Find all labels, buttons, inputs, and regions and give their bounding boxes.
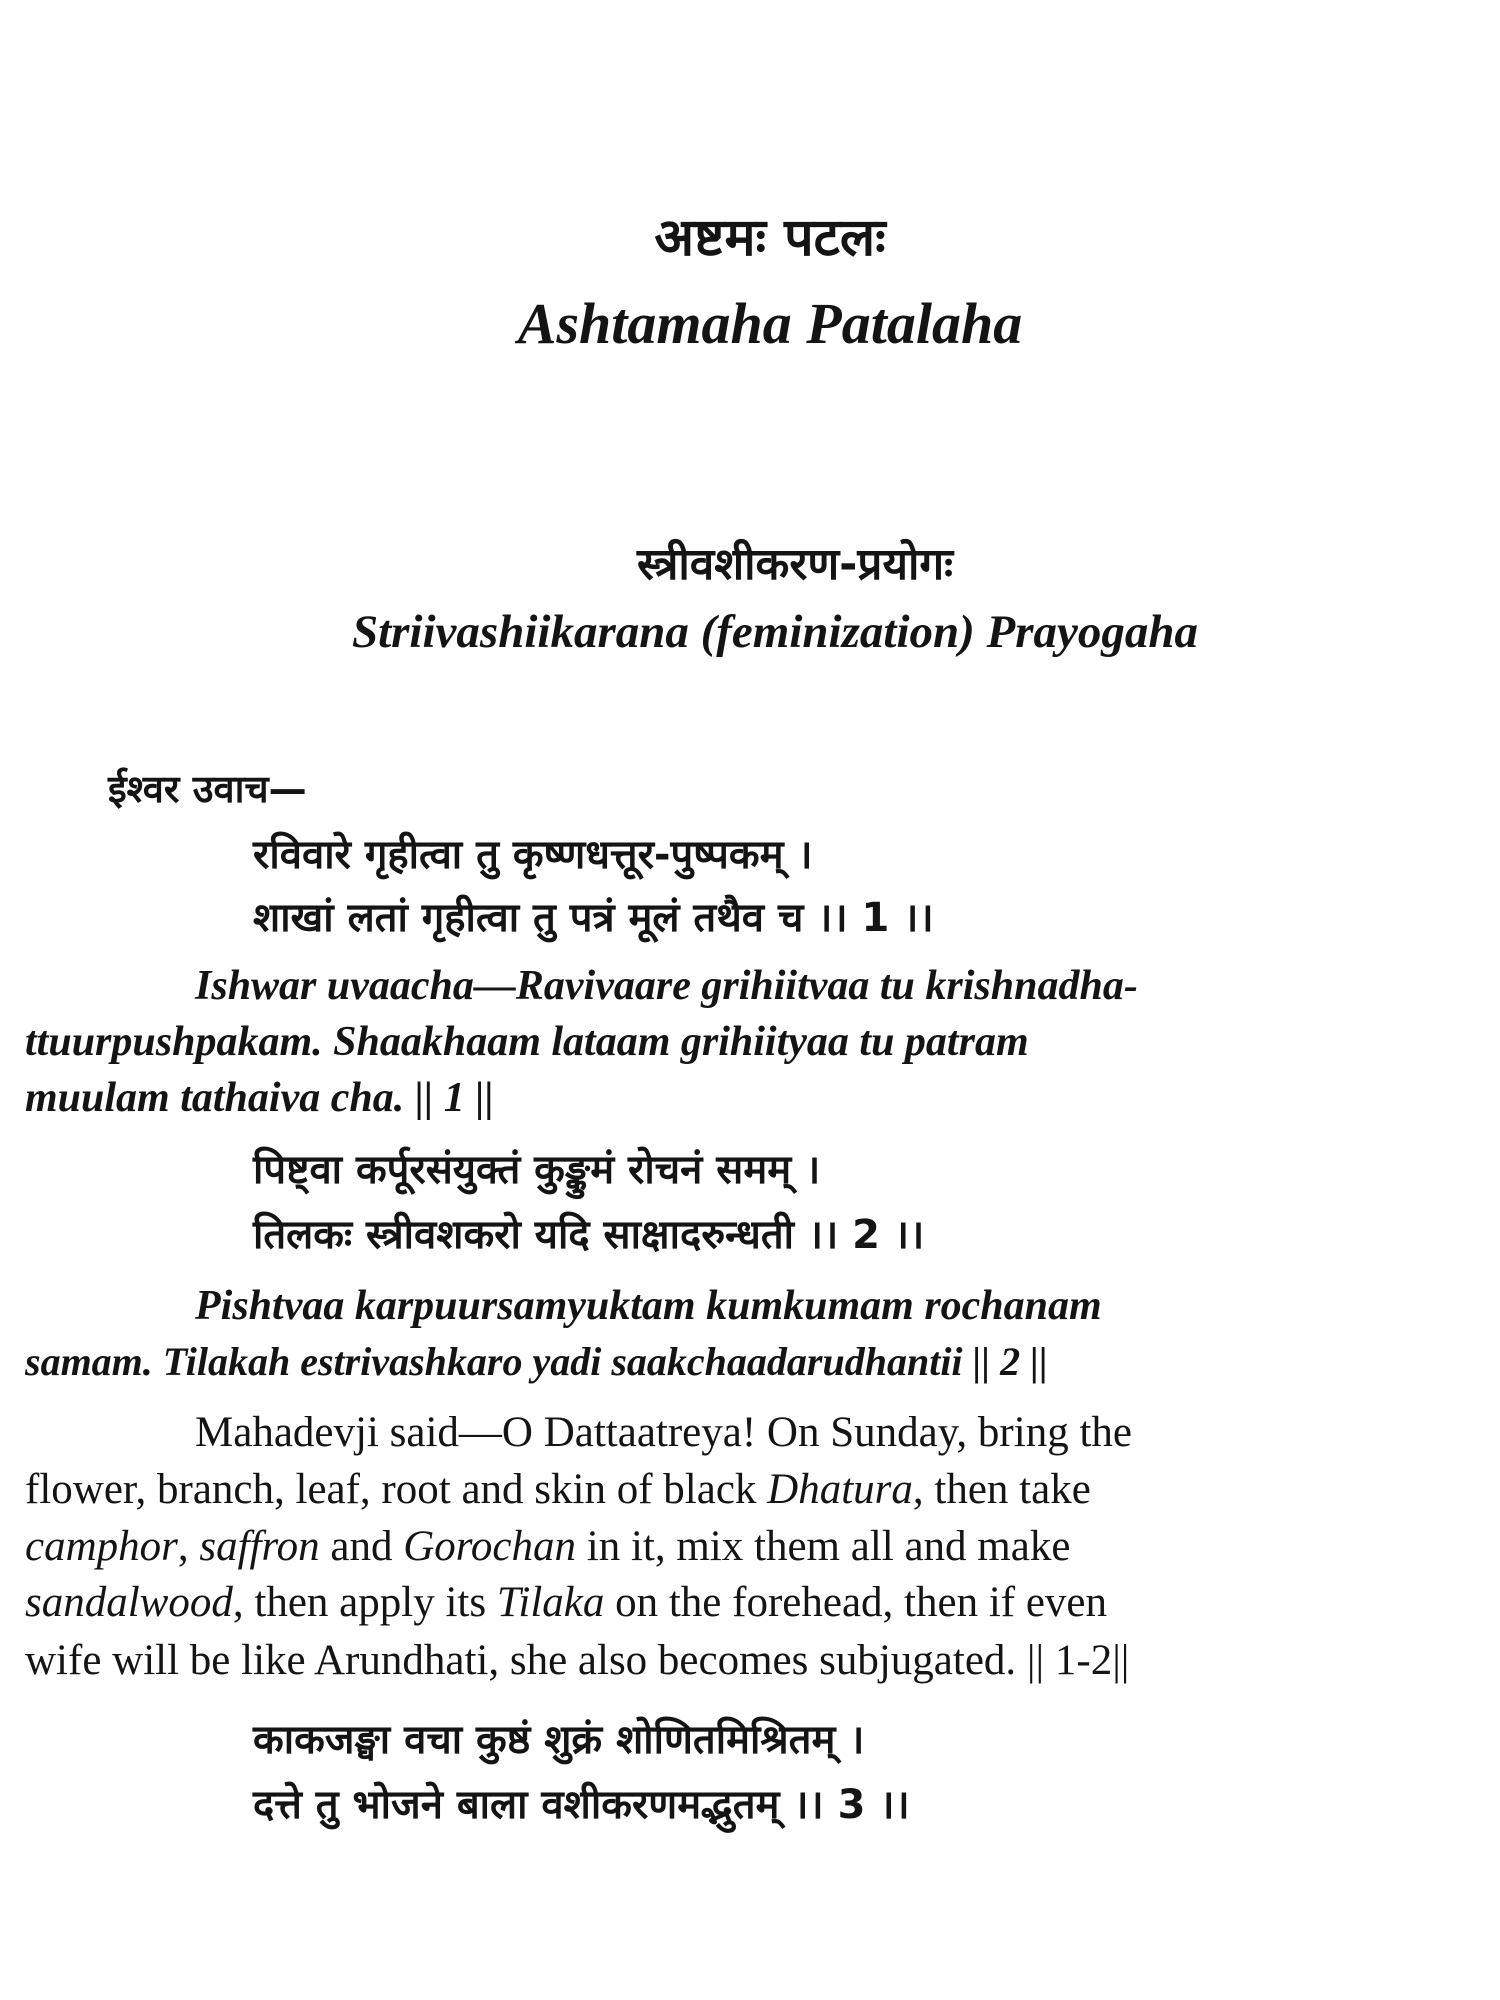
term-tilaka: Tilaka [496, 1579, 605, 1626]
verse-3-line-1: काकजङ्घा वचा कुष्ठं शुक्रं शोणितमिश्रितम् । [253, 1717, 865, 1763]
translation-text: , then take [912, 1466, 1091, 1513]
term-camphor: camphor [25, 1523, 178, 1570]
term-gorochan: Gorochan [403, 1523, 577, 1570]
transliteration-2-line-1: Pishtvaa karpuursamyuktam kumkumam rochanam [195, 1283, 1102, 1329]
term-dhatura: Dhatura [767, 1466, 913, 1513]
term-saffron: saffron [199, 1523, 320, 1570]
translation-text: , [177, 1523, 200, 1570]
verse-2-line-2: तिलकः स्त्रीवशकरो यदि साक्षादरुन्धती ।। 2 ।। [253, 1212, 925, 1258]
transliteration-1-line-1: Ishwar uvaacha—Ravivaare grihiitvaa tu krishnadha- [195, 963, 1138, 1009]
translation-text: and [319, 1523, 404, 1570]
speaker-label: ईश्वर उवाच— [108, 767, 307, 811]
transliteration-1-line-2: ttuurpushpakam. Shaakhaam lataam grihiityaa tu patram [25, 1019, 1029, 1065]
translation-line-1: Mahadevji said—O Dattaatreya! On Sunday, bring the [195, 1409, 1132, 1456]
translation-line-3 [25, 1522, 1070, 1571]
verse-1-line-2: शाखां लतां गृहीत्वा तु पत्रं मूलं तथैव च ।। 1 ।। [253, 895, 934, 941]
verse-2-line-1: पिष्ट्वा कर्पूरसंयुक्तं कुङ्कुमं रोचनं समम् । [253, 1147, 821, 1193]
chapter-title-roman: Ashtamaha Patalaha [517, 291, 1023, 356]
translation-text: flower, branch, leaf, root and skin of black [25, 1466, 768, 1513]
translation-line-5: wife will be like Arundhati, she also becomes subjugated. || 1-2|| [25, 1637, 1130, 1684]
chapter-title-devanagari: अष्टमः पटलः [654, 208, 886, 268]
translation-text: on the forehead, then if even [604, 1579, 1108, 1626]
verse-3-line-2: दत्ते तु भोजने बाला वशीकरणमद्भुतम् ।। 3 ।। [253, 1782, 910, 1828]
transliteration-2-line-2: samam. Tilakah estrivashkaro yadi saakchaadarudhantii || 2 || [25, 1339, 1048, 1384]
transliteration-1-line-3: muulam tathaiva cha. || 1 || [25, 1075, 494, 1121]
translation-text: , then apply its [232, 1579, 497, 1626]
section-title-roman: Striivashiikarana (feminization) Prayogaha [351, 606, 1199, 658]
translation-line-4 [25, 1578, 1107, 1627]
translation-text: in it, mix them all and make [576, 1523, 1071, 1570]
translation-line-2 [25, 1465, 1091, 1514]
verse-1-line-1: रविवारे गृहीत्वा तु कृष्णधत्तूर-पुष्पकम् । [253, 832, 813, 878]
term-sandalwood: sandalwood [25, 1579, 233, 1626]
section-title-devanagari: स्त्रीवशीकरण-प्रयोगः [636, 539, 954, 590]
